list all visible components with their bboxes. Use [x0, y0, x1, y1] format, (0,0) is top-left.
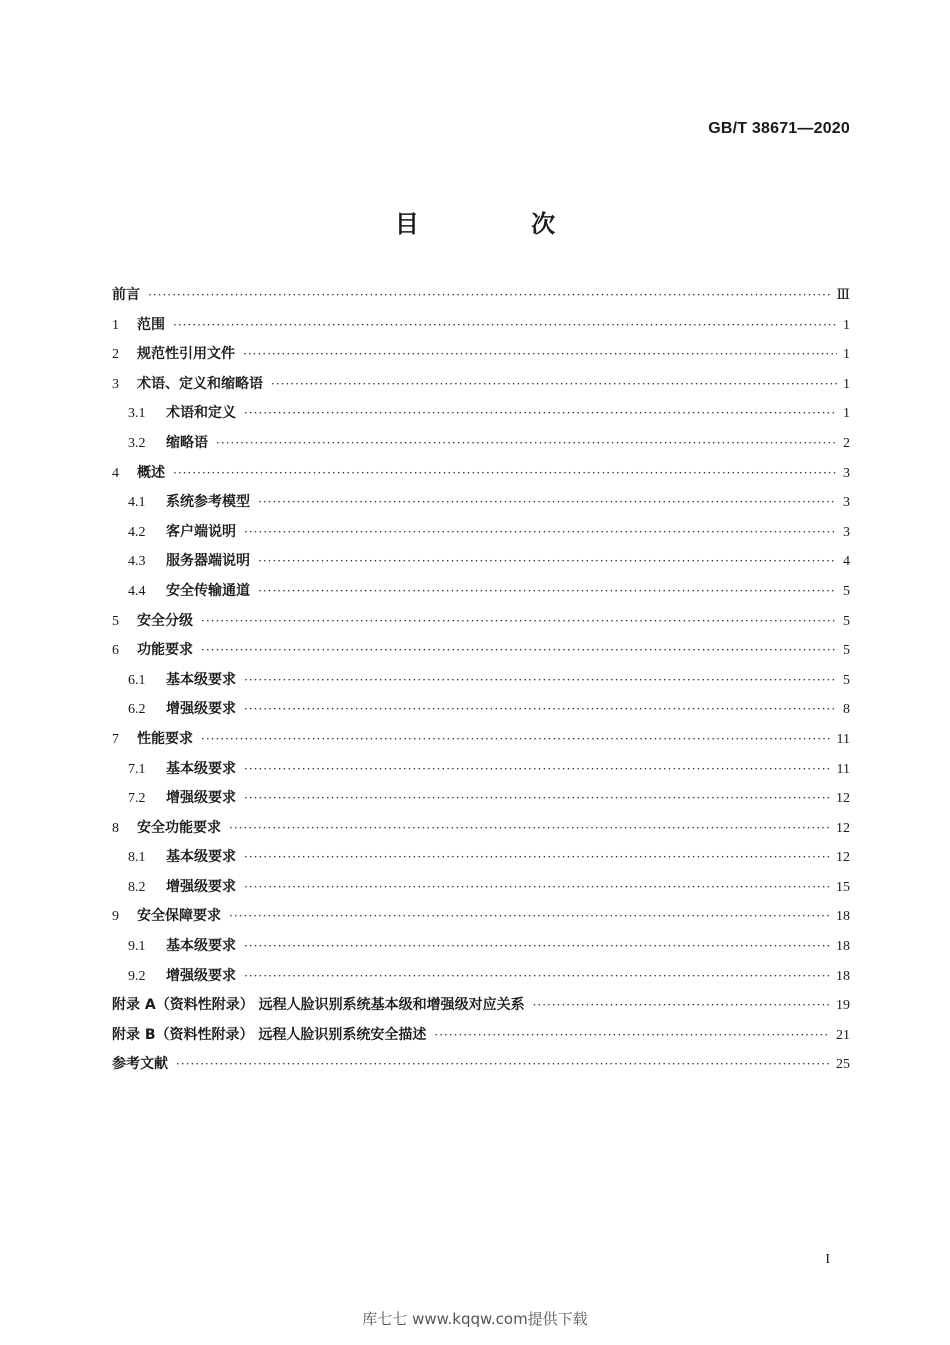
toc-entry-number: 8.2	[128, 879, 146, 895]
standard-code: GB/T 38671—2020	[708, 120, 850, 137]
toc-entry-label: 术语和定义	[166, 405, 236, 422]
toc-entry-label: 范围	[137, 316, 165, 333]
toc-entry[interactable]	[112, 991, 850, 1021]
toc-entry-page: 3	[843, 495, 850, 511]
toc-entry[interactable]	[112, 784, 850, 814]
toc-entry-label: 增强级要求	[166, 701, 236, 718]
toc-entry[interactable]	[112, 607, 850, 637]
toc-entry-page: 1	[843, 347, 850, 363]
page-title: 目 次	[394, 210, 608, 238]
toc-entry-label: 安全功能要求	[137, 819, 221, 836]
toc-entry-page: 4	[843, 554, 850, 570]
watermark: 库七七 www.kqqw.com提供下载	[362, 1310, 588, 1328]
toc-entry[interactable]	[112, 1050, 850, 1080]
toc-entry[interactable]	[112, 814, 850, 844]
toc-dot-leader	[243, 340, 837, 370]
toc-entry-page: 5	[843, 613, 850, 629]
table-of-contents	[112, 281, 850, 1080]
toc-entry-number: 9.2	[128, 968, 146, 984]
toc-entry-number: 7.1	[128, 761, 146, 777]
toc-entry[interactable]	[112, 666, 850, 696]
toc-dot-leader	[244, 755, 831, 785]
toc-entry[interactable]	[112, 577, 850, 607]
toc-dot-leader	[244, 784, 830, 814]
toc-entry-page: 5	[843, 672, 850, 688]
toc-entry-page: 5	[843, 583, 850, 599]
toc-entry-label: 基本级要求	[166, 671, 236, 688]
toc-entry-page: 19	[836, 998, 850, 1014]
toc-entry-number: 1	[112, 317, 119, 333]
toc-entry[interactable]	[112, 547, 850, 577]
toc-dot-leader	[201, 607, 837, 637]
toc-dot-leader	[244, 666, 837, 696]
toc-entry-page: 21	[836, 1027, 850, 1043]
toc-entry-number: 4	[112, 465, 119, 481]
toc-dot-leader	[244, 518, 837, 548]
toc-entry[interactable]	[112, 281, 850, 311]
toc-entry-page: 1	[843, 376, 850, 392]
toc-entry-page: 5	[843, 643, 850, 659]
toc-entry[interactable]	[112, 311, 850, 341]
toc-entry-label: 基本级要求	[166, 938, 236, 955]
toc-dot-leader	[271, 370, 837, 400]
toc-entry-page: 18	[836, 968, 850, 984]
toc-entry[interactable]	[112, 399, 850, 429]
toc-entry-number: 4.1	[128, 495, 146, 511]
toc-entry[interactable]	[112, 843, 850, 873]
toc-dot-leader	[216, 429, 837, 459]
toc-entry-number: 8	[112, 820, 119, 836]
toc-entry-label: 增强级要求	[166, 878, 236, 895]
toc-entry-label: 附录 A（资料性附录） 远程人脸识别系统基本级和增强级对应关系	[112, 997, 525, 1014]
toc-entry-label: 前言	[112, 287, 140, 303]
toc-entry-number: 3.1	[128, 406, 146, 422]
toc-entry[interactable]	[112, 902, 850, 932]
toc-entry-number: 5	[112, 613, 119, 629]
toc-entry-number: 6.2	[128, 702, 146, 718]
toc-entry-number: 3.2	[128, 435, 146, 451]
toc-entry-number: 6	[112, 643, 119, 659]
toc-entry[interactable]	[112, 725, 850, 755]
toc-entry-page: 18	[836, 909, 850, 925]
toc-entry-number: 7	[112, 731, 119, 747]
toc-dot-leader	[258, 488, 837, 518]
toc-entry[interactable]	[112, 636, 850, 666]
toc-entry[interactable]	[112, 518, 850, 548]
toc-entry-label: 服务器端说明	[166, 553, 250, 570]
toc-dot-leader	[244, 962, 830, 992]
toc-entry-label: 参考文献	[112, 1056, 168, 1073]
toc-dot-leader	[229, 902, 830, 932]
toc-dot-leader	[434, 1021, 830, 1051]
toc-dot-leader	[244, 873, 830, 903]
toc-entry[interactable]	[112, 873, 850, 903]
toc-dot-leader	[258, 577, 837, 607]
toc-entry-page: 3	[843, 524, 850, 540]
toc-entry-label: 性能要求	[137, 730, 193, 747]
toc-entry-label: 安全分级	[137, 612, 193, 629]
toc-entry[interactable]	[112, 932, 850, 962]
toc-entry-label: 功能要求	[137, 642, 193, 659]
toc-entry-page: 15	[836, 879, 850, 895]
toc-entry-page: 12	[836, 820, 850, 836]
toc-entry-page: 11	[836, 761, 850, 777]
toc-entry-label: 系统参考模型	[166, 494, 250, 511]
toc-entry-page: 11	[836, 731, 850, 747]
toc-entry-number: 6.1	[128, 672, 146, 688]
toc-dot-leader	[173, 311, 837, 341]
toc-entry-label: 规范性引用文件	[137, 346, 235, 363]
toc-dot-leader	[229, 814, 830, 844]
toc-entry-number: 7.2	[128, 791, 146, 807]
toc-entry-number: 4.3	[128, 554, 146, 570]
toc-entry-label: 术语、定义和缩略语	[137, 375, 263, 392]
toc-entry-page: 3	[843, 465, 850, 481]
toc-dot-leader	[258, 547, 837, 577]
toc-entry-label: 缩略语	[166, 434, 208, 451]
toc-entry[interactable]	[112, 488, 850, 518]
toc-entry-number: 9.1	[128, 939, 146, 955]
toc-dot-leader	[176, 1050, 830, 1080]
page-number: I	[825, 1252, 830, 1267]
toc-entry-label: 安全传输通道	[166, 582, 250, 599]
toc-entry-page: 1	[843, 317, 850, 333]
toc-entry-page: 12	[836, 850, 850, 866]
toc-entry-label: 附录 B（资料性附录） 远程人脸识别系统安全描述	[112, 1026, 427, 1043]
toc-dot-leader	[244, 399, 837, 429]
toc-entry-page: 25	[836, 1057, 850, 1073]
toc-dot-leader	[173, 459, 837, 489]
toc-entry-page: 8	[843, 702, 850, 718]
toc-entry-page: 2	[843, 435, 850, 451]
toc-entry[interactable]	[112, 370, 850, 400]
toc-dot-leader	[533, 991, 830, 1021]
toc-entry-page: Ⅲ	[836, 288, 850, 303]
toc-entry[interactable]	[112, 340, 850, 370]
toc-entry[interactable]	[112, 429, 850, 459]
toc-entry-page: 12	[836, 791, 850, 807]
toc-entry-label: 增强级要求	[166, 967, 236, 984]
toc-dot-leader	[244, 932, 830, 962]
toc-entry-label: 基本级要求	[166, 849, 236, 866]
toc-entry-number: 4.2	[128, 524, 146, 540]
toc-entry-number: 8.1	[128, 850, 146, 866]
toc-entry-number: 2	[112, 347, 119, 363]
toc-entry[interactable]	[112, 962, 850, 992]
toc-entry-number: 4.4	[128, 583, 146, 599]
toc-entry-label: 增强级要求	[166, 790, 236, 807]
toc-dot-leader	[244, 843, 830, 873]
toc-entry[interactable]	[112, 755, 850, 785]
toc-dot-leader	[201, 636, 837, 666]
toc-entry-label: 客户端说明	[166, 523, 236, 540]
toc-entry-label: 基本级要求	[166, 760, 236, 777]
toc-entry-page: 1	[843, 406, 850, 422]
toc-dot-leader	[244, 695, 837, 725]
toc-entry-number: 3	[112, 376, 119, 392]
toc-entry-label: 概述	[137, 464, 165, 481]
toc-entry[interactable]	[112, 695, 850, 725]
toc-entry[interactable]	[112, 459, 850, 489]
toc-entry-label: 安全保障要求	[137, 908, 221, 925]
toc-dot-leader	[201, 725, 831, 755]
toc-entry[interactable]	[112, 1021, 850, 1051]
toc-entry-page: 18	[836, 939, 850, 955]
toc-entry-number: 9	[112, 909, 119, 925]
toc-dot-leader	[148, 281, 830, 311]
